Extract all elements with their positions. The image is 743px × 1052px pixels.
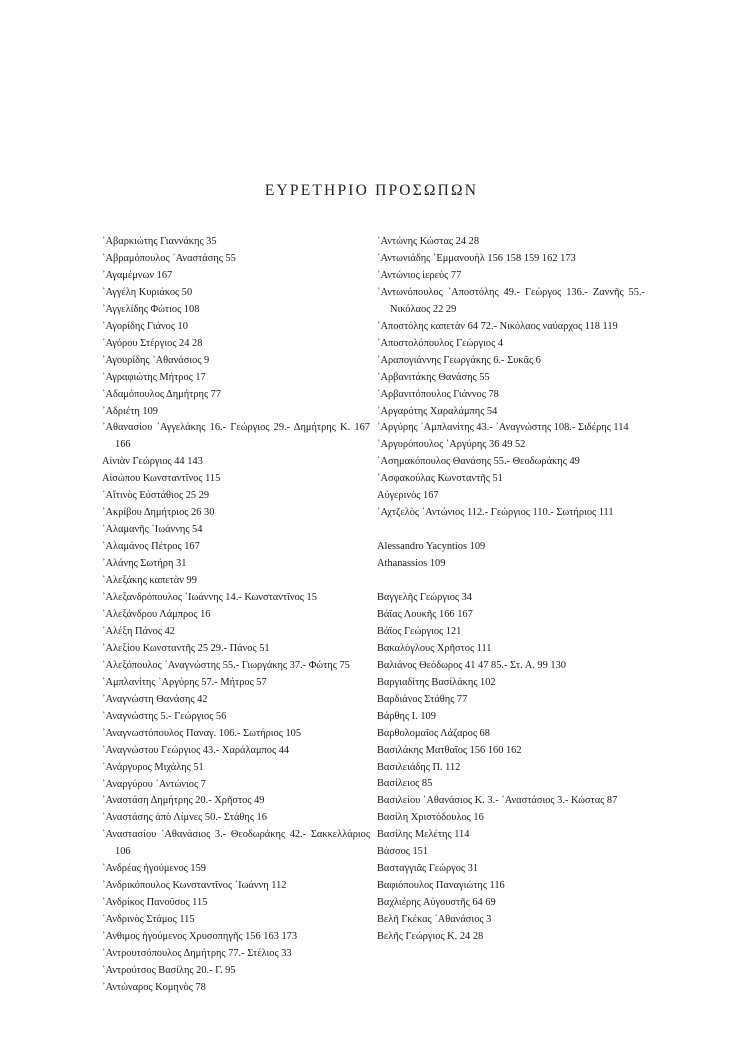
index-entry: ᾽Ασφακούλας Κωνσταντῆς 51	[377, 473, 503, 485]
index-entry: ᾽Αργύρης ᾽Αμπλανίτης 43.- ᾽Αναγνώστης 108.- Σιδέρης 114	[377, 422, 629, 434]
index-entry: ᾽Αντώνης Κώστας 24 28	[377, 236, 480, 247]
index-entry: ᾽Αργαρότης Χαραλάμπης 54	[377, 405, 498, 417]
index-entry: ᾽Αβαρκιώτης Γιαννάκης 35	[102, 236, 217, 247]
index-entry: ᾽Αδριέτη 109	[102, 405, 158, 417]
index-entry: ᾽Αχτζελὸς ᾽Αντώνιος 112.- Γεώργιος 110.- Σωτήριος 111	[377, 507, 614, 519]
index-entry: Βασιλάκης Ματθαῖος 156 160 162	[377, 744, 522, 756]
index-entry: ᾽Αλάνης Σωτήρη 31	[102, 558, 187, 570]
index-entry: ᾽Ανδρίκος Πανοῦσος 115	[102, 897, 208, 909]
index-entry: ᾽Ανδρέας ἡγούμενος 159	[102, 863, 206, 875]
index-entry: ᾽Αλεξίου Κωνσταντῆς 25 29.- Πάνος 51	[102, 642, 270, 654]
index-entry: Βασίλη Χριστόδουλος 16	[377, 812, 484, 824]
index-entry: Αἰσώπου Κωνσταντῖνος 115	[102, 473, 221, 485]
index-entry: ᾽Αναστάση Δημήτρης 20.- Χρῆστος 49	[102, 795, 265, 807]
index-entry: Βασταγγιᾶς Γεώργος 31	[377, 863, 479, 875]
index-entry: Alessandro Yacyntios 109	[377, 541, 486, 553]
index-entry: Βάσσος 151	[377, 846, 429, 858]
index-entry: ᾽Αντωνόπουλος ᾽Αποστόλης 49.- Γεώργος 136.- Ζαννῆς 55.- Νικόλαος 22 29	[377, 286, 645, 315]
index-entry: ᾽Αβραμόπουλος ᾽Αναστάσης 55	[102, 252, 236, 264]
index-entry: ᾽Αντωνιάδης ᾽Εμμανουὴλ 156 158 159 162 173	[377, 252, 576, 264]
index-entry: Βάρθης Ι. 109	[377, 710, 436, 722]
index-entry: ᾽Ανδρινὸς Στάμος 115	[102, 914, 195, 926]
index-entry: Βαλιάνος Θεόδωρος 41 47 85.- Στ. Α. 99 130	[377, 659, 566, 671]
index-entry: ᾽Αλαμανῆς ᾽Ιωάννης 54	[102, 524, 203, 536]
index-entry: ᾽Αναργύρου ᾽Αντώνιος 7	[102, 778, 206, 790]
index-entry: Βελῆς Γεώργιος Κ. 24 28	[377, 931, 484, 943]
index-entry: Βάϊας Λουκῆς 166 167	[377, 608, 473, 620]
right-column	[377, 234, 645, 946]
index-entry: ᾽Αναγνώστου Γεώργιος 43.- Χαράλαμπος 44	[102, 744, 290, 756]
index-entry: ᾽Αγγελίδης Φώτιος 108	[102, 303, 200, 315]
index-entry: ᾽Αρβανιτόπουλος Γιάννος 78	[377, 388, 499, 400]
index-entry: ᾽Αναγνώστη Θανάσης 42	[102, 693, 208, 705]
index-entry: ᾽Αλεξάνδρου Λάμπρος 16	[102, 608, 211, 620]
index-entry: ᾽Αγουρίδης ᾽Αθανάσιος 9	[102, 354, 210, 366]
group-separator	[377, 522, 645, 539]
index-entry: Βακαλόγλους Χρῆστος 111	[377, 642, 492, 654]
index-entry: Βαχλιέρης Αὐγουστῆς 64 69	[377, 897, 496, 909]
index-entry: ᾽Αργυρόπουλος ᾽Αργύρης 36 49 52	[377, 439, 526, 451]
index-entry: Αἰνιὰν Γεώργιος 44 143	[102, 456, 203, 468]
index-entry: ᾽Αναστάσης ἀπὸ Λίμνες 50.- Στάθης 16	[102, 812, 267, 824]
index-entry: Βαρδιάνος Στάθης 77	[377, 693, 468, 705]
index-entry: Βασιλείου ᾽Αθανάσιος Κ. 3.- ᾽Αναστάσιος 3.- Κώστας 87	[377, 795, 618, 807]
index-entry: ᾽Αναγνωστόπουλος Παναγ. 106.- Σωτήριος 105	[102, 727, 302, 739]
index-entry: ᾽Αγορίδης Γιάνος 10	[102, 320, 188, 332]
index-entry: ᾽Αλαμάνος Πέτρος 167	[102, 541, 200, 553]
left-column	[102, 234, 370, 997]
index-entry: ᾽Αθανασίου ᾽Αγγελάκης 16.- Γεώργιος 29.- Δημήτρης Κ. 167 166	[102, 422, 370, 451]
index-entry: Βαρθολομαῖος Λάζαρος 68	[377, 727, 490, 739]
index-entry: ᾽Αναστασίου ᾽Αθανάσιος 3.- Θεοδωράκης 42.- Σακκελλάριος 106	[102, 829, 370, 858]
index-entry: ᾽Αντώνιος ἱερεὺς 77	[377, 269, 462, 281]
index-entry: Αὐγερινὸς 167	[377, 490, 439, 502]
index-entry: Βασίλειος 85	[377, 778, 433, 790]
index-entry: Βαγγελῆς Γεώργιος 34	[377, 591, 473, 603]
index-entry: ᾽Αδαμόπουλος Δημήτρης 77	[102, 388, 222, 400]
index-entry: ᾽Αγαμέμνων 167	[102, 269, 173, 281]
index-entry: Βασίλης Μελέτης 114	[377, 829, 470, 841]
index-entry: ᾽Ανδρικόπουλος Κωνσταντῖνος ᾽Ιωάννη 112	[102, 880, 287, 892]
index-entry: ᾽Αλεξανδρόπουλος ᾽Ιωάννης 14.- Κωνσταντῖνος 15	[102, 592, 317, 604]
index-entry: ᾽Αποστόλης καπετὰν 64 72.- Νικόλαος ναύαρχος 118 119	[377, 320, 618, 332]
index-entry: ᾽Αμπλανίτης ᾽Αργύρης 57.- Μήτρος 57	[102, 676, 267, 688]
index-entry: ᾽Αγραφιώτης Μήτρος 17	[102, 371, 206, 383]
index-entry: ᾽Αγόρου Στέργιος 24 28	[102, 337, 203, 349]
index-entry: ᾽Αλέξη Πάνος 42	[102, 625, 175, 637]
index-entry: ᾽Αἴτινὸς Εὐστάθιος 25 29	[102, 490, 210, 502]
index-entry: ᾽Αντρούτσος Βασίλης 20.- Γ. 95	[102, 964, 236, 976]
index-entry: ᾽Αγγέλη Κυριάκος 50	[102, 286, 193, 298]
index-entry: ᾽Ανάργυρος Μιχάλης 51	[102, 761, 204, 773]
index-entry: Βασιλειάδης Π. 112	[377, 761, 461, 773]
index-entry: ᾽Αναγνώστης 5.- Γεώργιος 56	[102, 710, 227, 722]
index-entry: Βάϊος Γεώργιος 121	[377, 625, 462, 637]
group-separator	[377, 573, 645, 590]
index-entry: ᾽Ακρίβου Δημήτριος 26 30	[102, 507, 215, 519]
right-group-beta	[377, 590, 645, 946]
index-entry: Athanassios 109	[377, 558, 446, 570]
index-entry: ᾽Αραπογιάννης Γεωργάκης 6.- Συκᾶς 6	[377, 354, 541, 366]
index-entry: Βελῆ Γκέκας ᾽Αθανάσιος 3	[377, 914, 492, 926]
index-entry: ᾽Αλεξάκης καπετὰν 99	[102, 575, 197, 587]
index-entry: ᾽Αποστολόπουλος Γεώργιος 4	[377, 337, 504, 349]
right-group-latin	[377, 539, 645, 573]
index-entry: Βαργιαδίτης Βασίλάκης 102	[377, 676, 496, 688]
index-entry: ᾽Αρβανιτάκης Θανάσης 55	[377, 371, 490, 383]
index-entry: Βαφιόπουλος Παναγιώτης 116	[377, 880, 505, 892]
index-entry: ᾽Αλεξόπουλος ᾽Αναγνώστης 55.- Γιωργάκης 37.- Φώτης 75	[102, 659, 350, 671]
index-entry: ᾽Αντώναρος Κομηνὸς 78	[102, 981, 206, 993]
page-title: ΕΥΡΕΤΗΡΙΟ ΠΡΟΣΩΠΩΝ	[264, 182, 479, 199]
right-group-alpha	[377, 234, 645, 522]
index-entry: ᾽Αντρουτσόπουλος Δημήτρης 77.- Στέλιος 33	[102, 948, 292, 960]
index-entry: ᾽Ανθιμος ἡγούμενος Χρυσοπηγῆς 156 163 173	[102, 931, 298, 943]
index-entry: ᾽Ασημακόπουλος Θανάσης 55.- Θεοδωράκης 49	[377, 456, 580, 468]
